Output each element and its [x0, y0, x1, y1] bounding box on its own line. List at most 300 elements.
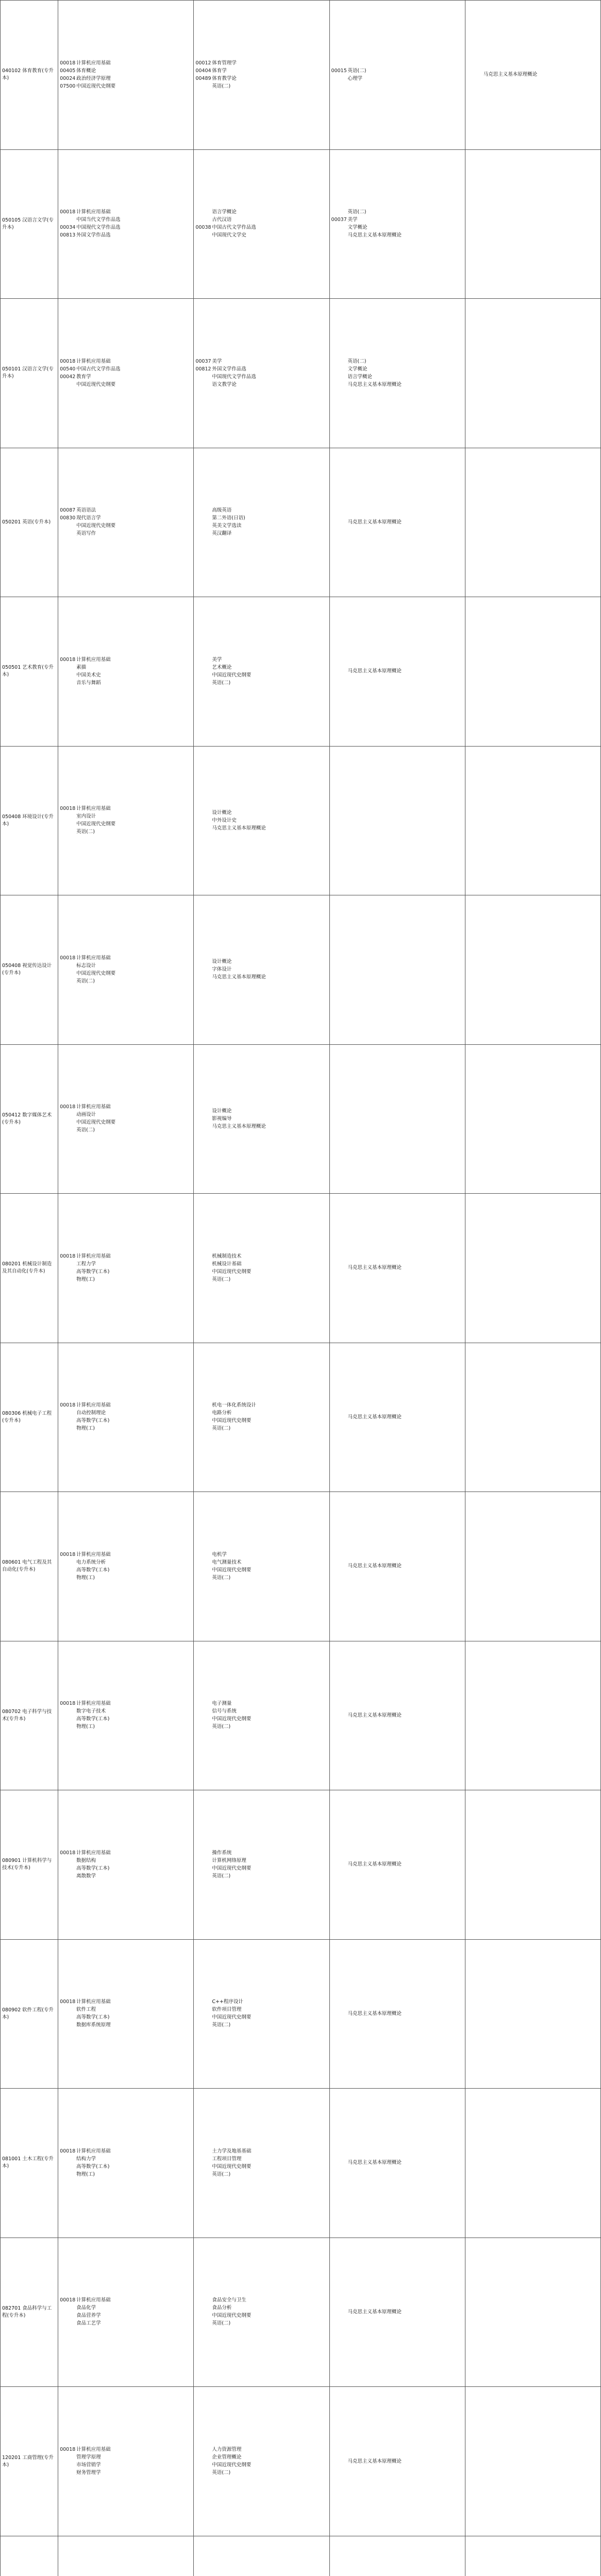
course-entry: [195, 2147, 327, 2155]
course-name: 素描: [76, 664, 87, 670]
exam-cell: [465, 895, 600, 1045]
course-name: 高等数学(工本): [76, 1268, 110, 1275]
course-entry: [60, 2320, 192, 2328]
exam-cell: [58, 2387, 194, 2536]
course-entry: [195, 232, 327, 240]
course-code: 00018: [60, 358, 76, 364]
course-name: 数据库系统原理: [76, 2022, 111, 2028]
course-name: 软件项目管理: [212, 2007, 242, 2013]
course-entry: [195, 1700, 327, 1708]
course-entry: [195, 2446, 327, 2454]
course-name: 文学概论: [347, 225, 368, 231]
course-entry: [60, 2304, 192, 2312]
course-entry: [60, 59, 192, 67]
major-row: [1, 2089, 601, 2238]
course-name: 中国近现代史纲要: [212, 2163, 252, 2170]
course-entry: [195, 1998, 327, 2006]
course-entry: [60, 1558, 192, 1566]
course-code: 00018: [60, 1253, 76, 1259]
course-entry: [195, 2006, 327, 2014]
course-name: 政治经济学原理: [76, 75, 111, 81]
course-entry: [60, 2297, 192, 2304]
course-entry: [331, 373, 463, 381]
major-name: 081001 土木工程(专升本): [1, 2089, 58, 2238]
course-name: 音乐与舞蹈: [76, 680, 101, 686]
major-name: 050412 数字媒体艺术(专升本): [1, 1044, 58, 1194]
exam-cell: [194, 149, 329, 299]
course-entry: [60, 1425, 192, 1433]
course-entry: [195, 1252, 327, 1260]
course-name: 教育学: [76, 374, 91, 380]
course-entry: [467, 71, 599, 79]
exam-cell: [465, 2089, 600, 2238]
course-entry: [331, 2159, 463, 2167]
course-entry: [60, 1857, 192, 1865]
exam-cell: [329, 1044, 465, 1194]
exam-cell: [329, 149, 465, 299]
course-name: 英语(二): [212, 1426, 231, 1432]
course-code: 00018: [60, 2297, 76, 2303]
course-entry: [60, 224, 192, 232]
major-row: [1, 1939, 601, 2089]
course-code: 00540: [60, 366, 76, 372]
exam-cell: [465, 597, 600, 747]
major-name: 050201 英语(专升本): [1, 448, 58, 597]
course-entry: [60, 2022, 192, 2029]
course-entry: [60, 805, 192, 813]
course-name: 计算机应用基础: [76, 1402, 111, 1409]
course-name: 计算机应用基础: [76, 656, 111, 663]
course-code: 00034: [60, 225, 76, 231]
course-name: 食品安全与卫生: [212, 2297, 246, 2303]
course-name: 计算机应用基础: [76, 1701, 111, 1707]
course-name: 计算机应用基础: [76, 955, 111, 961]
major-name: 080201 机械设计制造及其自动化(专升本): [1, 1194, 58, 1343]
exam-cell: [58, 2089, 194, 2238]
course-code: 07500: [60, 83, 76, 89]
course-name: 心理学: [347, 75, 363, 81]
course-entry: [331, 75, 463, 82]
course-name: 中国近现代史纲要: [76, 83, 116, 89]
major-name: 080306 机械电子工程(专升本): [1, 1343, 58, 1492]
course-entry: [60, 1551, 192, 1558]
course-name: 电机学: [212, 1551, 227, 1557]
course-name: 英语(二): [212, 1276, 231, 1282]
exam-cell: [58, 895, 194, 1045]
course-entry: [60, 1723, 192, 1731]
course-name: 计算机应用基础: [76, 1850, 111, 1856]
course-name: 马克思主义基本原理概论: [347, 2160, 402, 2166]
course-entry: [60, 232, 192, 240]
major-name: [1, 2536, 58, 2576]
course-name: 结构力学: [76, 2156, 96, 2162]
course-name: 物理(工): [76, 1574, 95, 1581]
exam-cell: [465, 149, 600, 299]
course-entry: [195, 1410, 327, 1417]
exam-cell: [58, 746, 194, 895]
course-entry: [60, 2462, 192, 2469]
course-name: 设计概论: [212, 809, 232, 816]
exam-cell: [329, 2238, 465, 2387]
course-entry: [195, 1425, 327, 1433]
exam-cell: [58, 1, 194, 150]
course-name: 中国近现代史纲要: [212, 672, 252, 678]
course-name: 动画设计: [76, 1112, 96, 1118]
exam-cell: [194, 895, 329, 1045]
course-entry: [195, 2304, 327, 2312]
course-entry: [195, 2014, 327, 2022]
major-row: [1, 1194, 601, 1343]
major-name: 050408 视觉传达设计(专升本): [1, 895, 58, 1045]
course-name: 马克思主义基本原理概论: [347, 2010, 402, 2016]
course-entry: [60, 82, 192, 90]
course-name: 食品化学: [76, 2305, 96, 2311]
course-name: 市场营销学: [76, 2462, 101, 2468]
course-entry: [195, 656, 327, 664]
course-entry: [60, 813, 192, 821]
course-entry: [195, 1276, 327, 1283]
course-entry: [60, 1410, 192, 1417]
course-name: 离散数学: [76, 1873, 96, 1879]
course-entry: [195, 2462, 327, 2469]
course-name: 企业管理概论: [212, 2454, 242, 2460]
major-row: [1, 1343, 601, 1492]
course-entry: [331, 358, 463, 365]
course-name: 数据结构: [76, 1857, 96, 1863]
course-name: 机械制造技术: [212, 1253, 242, 1259]
course-name: 英语(二): [76, 1127, 95, 1133]
course-name: 物理(工): [76, 1276, 95, 1282]
major-row: [1, 2536, 601, 2576]
course-name: 高等数学(工本): [76, 1716, 110, 1722]
course-name: 外国文学作品选: [212, 366, 246, 372]
course-code: 00015: [331, 67, 347, 74]
course-name: 室内设计: [76, 814, 96, 820]
course-name: 中国近现代史纲要: [76, 523, 116, 529]
course-entry: [60, 2446, 192, 2454]
course-name: 高等数学(工本): [76, 2163, 110, 2170]
course-name: 马克思主义基本原理概论: [212, 1123, 266, 1129]
course-name: 中国古代文学作品选: [212, 225, 256, 231]
course-name: 物理(工): [76, 1426, 95, 1432]
course-name: 标志设计: [76, 962, 96, 969]
exam-cell: [465, 1939, 600, 2089]
course-name: 英语(二): [347, 358, 366, 364]
exam-cell: [194, 1641, 329, 1790]
course-name: 语言学概论: [212, 209, 237, 215]
exam-cell: [58, 1343, 194, 1492]
course-name: 马克思主义基本原理概论: [347, 1712, 402, 1718]
exam-cell: [329, 448, 465, 597]
exam-cell: [194, 1, 329, 150]
course-name: 马克思主义基本原理概论: [347, 381, 402, 387]
exam-cell: [329, 1641, 465, 1790]
course-entry: [60, 358, 192, 365]
course-entry: [195, 2155, 327, 2163]
course-name: 中国近现代史纲要: [212, 2313, 252, 2319]
exam-cell: [465, 448, 600, 597]
course-entry: [331, 2458, 463, 2465]
course-name: 计算机应用基础: [76, 209, 111, 215]
course-name: 中国近现代史纲要: [76, 970, 116, 976]
course-entry: [60, 1104, 192, 1111]
course-entry: [195, 373, 327, 381]
major-row: [1, 1790, 601, 1940]
exam-cell: [194, 2387, 329, 2536]
course-name: 马克思主义基本原理概论: [347, 1563, 402, 1569]
course-entry: [195, 2163, 327, 2171]
course-entry: [331, 518, 463, 526]
course-code: 00812: [195, 366, 211, 372]
course-entry: [60, 1872, 192, 1880]
exam-cell: [329, 2089, 465, 2238]
course-name: 马克思主义基本原理概论: [347, 519, 402, 525]
course-entry: [60, 977, 192, 985]
exam-cell: [58, 1194, 194, 1343]
course-name: 计算机应用基础: [76, 2447, 111, 2452]
course-name: 英语(二): [347, 67, 366, 74]
course-entry: [60, 530, 192, 538]
course-entry: [60, 679, 192, 687]
course-entry: [331, 1563, 463, 1570]
exam-cell: [58, 2238, 194, 2387]
course-code: 00037: [195, 358, 211, 364]
course-entry: [60, 1402, 192, 1410]
exam-cell: [329, 1, 465, 150]
course-name: 高级英语: [212, 507, 232, 514]
course-name: 英语(二): [76, 829, 95, 835]
course-name: 软件工程: [76, 2007, 96, 2013]
exam-cell: [194, 1194, 329, 1343]
course-entry: [195, 1123, 327, 1130]
exam-cell: [465, 1790, 600, 1940]
exam-cell: [329, 746, 465, 895]
course-entry: [195, 817, 327, 824]
exam-cell: [58, 299, 194, 448]
major-row: [1, 895, 601, 1045]
course-entry: [60, 954, 192, 962]
course-entry: [60, 2469, 192, 2477]
course-entry: [195, 679, 327, 687]
course-entry: [60, 1865, 192, 1872]
course-entry: [60, 671, 192, 679]
course-name: 高等数学(工本): [76, 1418, 110, 1424]
course-entry: [195, 671, 327, 679]
course-entry: [60, 1268, 192, 1276]
exam-cell: [465, 746, 600, 895]
course-name: 中国近现代史纲要: [212, 1716, 252, 1722]
major-name: 082701 食品科学与工程(专升本): [1, 2238, 58, 2387]
course-entry: [60, 2171, 192, 2178]
exam-cell: [194, 448, 329, 597]
course-entry: [195, 59, 327, 67]
exam-cell: [58, 1790, 194, 1940]
course-name: 中国近现代史纲要: [76, 821, 116, 827]
course-name: 设计概论: [212, 959, 232, 965]
major-row: [1, 448, 601, 597]
course-name: 操作系统: [212, 1850, 232, 1856]
course-entry: [331, 2010, 463, 2018]
course-name: 机械设计基础: [212, 1261, 242, 1267]
major-name: 080901 计算机科学与技术(专升本): [1, 1790, 58, 1940]
course-name: 英语写作: [76, 531, 96, 537]
exam-cell: [465, 2536, 600, 2576]
exam-cell: [465, 1, 600, 150]
exam-cell: [329, 2536, 465, 2576]
major-row: [1, 2238, 601, 2387]
course-entry: [195, 1708, 327, 1716]
course-name: 英语(二): [212, 83, 231, 89]
course-entry: [195, 1107, 327, 1115]
course-entry: [60, 2006, 192, 2014]
course-entry: [331, 232, 463, 240]
course-name: 计算机应用基础: [76, 2148, 111, 2154]
course-code: 00018: [60, 955, 76, 961]
course-name: 体育管理学: [212, 60, 237, 66]
exam-cell: [58, 1044, 194, 1194]
exam-cell: [58, 1492, 194, 1641]
course-entry: [195, 1723, 327, 1731]
course-entry: [60, 1849, 192, 1857]
exam-cell: [194, 1939, 329, 2089]
course-entry: [60, 1119, 192, 1127]
course-entry: [60, 522, 192, 530]
course-name: 文学概论: [347, 366, 368, 372]
course-entry: [331, 1413, 463, 1421]
course-code: 00830: [60, 515, 76, 521]
course-name: 英美文学选读: [212, 523, 242, 529]
course-name: 英语语法: [76, 507, 96, 514]
course-code: 00024: [60, 75, 76, 81]
course-entry: [195, 381, 327, 388]
course-name: 美学: [347, 217, 358, 223]
course-name: 英语(二): [212, 2320, 231, 2327]
major-row: [1, 149, 601, 299]
exam-cell: [58, 597, 194, 747]
course-entry: [331, 668, 463, 675]
course-name: 马克思主义基本原理概论: [347, 1265, 402, 1271]
course-entry: [195, 958, 327, 966]
course-entry: [195, 809, 327, 817]
course-entry: [331, 216, 463, 224]
exam-cell: [194, 2536, 329, 2576]
course-entry: [331, 1264, 463, 1272]
course-name: 高等数学(工本): [76, 1865, 110, 1871]
course-code: 00018: [60, 1850, 76, 1856]
course-name: 马克思主义基本原理概论: [347, 232, 402, 239]
major-name: 080702 电子科学与技术(专升本): [1, 1641, 58, 1790]
course-entry: [195, 1716, 327, 1723]
major-name: 050501 艺术教育(专升本): [1, 597, 58, 747]
course-name: 中国近现代史纲要: [76, 381, 116, 387]
exam-cell: [329, 1492, 465, 1641]
major-name: 120201 工商管理(专升本): [1, 2387, 58, 2536]
course-code: 00018: [60, 60, 76, 66]
course-name: 英语(二): [212, 1574, 231, 1581]
exam-cell: [329, 299, 465, 448]
course-entry: [195, 216, 327, 224]
course-entry: [195, 75, 327, 82]
course-name: 设计概论: [212, 1108, 232, 1114]
exam-cell: [194, 746, 329, 895]
course-name: 食品分析: [212, 2305, 232, 2311]
course-entry: [60, 2147, 192, 2155]
exam-cell: [58, 1939, 194, 2089]
course-name: 工程力学: [76, 1261, 96, 1267]
course-name: 影视编导: [212, 1115, 232, 1122]
course-entry: [60, 1708, 192, 1716]
course-name: 英语(二): [212, 1873, 231, 1879]
course-name: 信号与系统: [212, 1708, 237, 1715]
course-name: 中国近现代史纲要: [76, 1120, 116, 1126]
course-name: 马克思主义基本原理概论: [483, 72, 538, 78]
course-name: 数字电子技术: [76, 1708, 106, 1715]
course-entry: [195, 515, 327, 522]
course-entry: [195, 1574, 327, 1582]
course-entry: [195, 2312, 327, 2320]
course-entry: [60, 216, 192, 224]
course-entry: [60, 1252, 192, 1260]
course-name: 计算机应用基础: [76, 1999, 111, 2005]
course-name: 电路分析: [212, 1410, 232, 1416]
course-name: 体育教学论: [212, 75, 237, 81]
course-name: 马克思主义基本原理概论: [347, 1861, 402, 1868]
course-name: 马克思主义基本原理概论: [347, 1414, 402, 1420]
course-name: 中国近现代史纲要: [212, 1865, 252, 1871]
course-entry: [195, 1260, 327, 1268]
course-entry: [60, 664, 192, 671]
exam-cell: [194, 1492, 329, 1641]
course-name: 艺术概论: [212, 664, 232, 670]
course-name: 计算机应用基础: [76, 358, 111, 364]
exam-cell: [329, 597, 465, 747]
course-code: 00813: [60, 232, 76, 239]
course-name: C++程序设计: [212, 1999, 243, 2005]
course-entry: [195, 530, 327, 538]
course-name: 马克思主义基本原理概论: [347, 2458, 402, 2464]
course-name: 马克思主义基本原理概论: [347, 2309, 402, 2315]
course-entry: [60, 515, 192, 522]
course-entry: [195, 82, 327, 90]
course-entry: [195, 2171, 327, 2178]
course-code: 00037: [331, 217, 347, 223]
course-code: 00018: [60, 1999, 76, 2005]
course-entry: [60, 1127, 192, 1134]
course-entry: [60, 67, 192, 75]
course-entry: [195, 1551, 327, 1558]
course-name: 土力学及地基基础: [212, 2148, 252, 2154]
course-name: 字体设计: [212, 967, 232, 973]
exam-cell: [194, 2089, 329, 2238]
course-name: 管理学原理: [76, 2454, 101, 2460]
major-row: [1, 746, 601, 895]
exam-cell: [194, 299, 329, 448]
course-entry: [60, 1111, 192, 1119]
course-entry: [195, 1115, 327, 1123]
course-entry: [195, 966, 327, 974]
course-name: 电子测量: [212, 1701, 232, 1707]
course-entry: [331, 1711, 463, 1719]
course-name: 工程项目管理: [212, 2156, 242, 2162]
course-name: 中国现代文学史: [212, 232, 246, 239]
major-name: 080902 软件工程(专升本): [1, 1939, 58, 2089]
course-entry: [195, 2454, 327, 2462]
course-name: 中国近现代史纲要: [212, 1418, 252, 1424]
exam-cell: [329, 2387, 465, 2536]
course-entry: [195, 358, 327, 365]
course-entry: [60, 1700, 192, 1708]
exam-cell: [329, 895, 465, 1045]
